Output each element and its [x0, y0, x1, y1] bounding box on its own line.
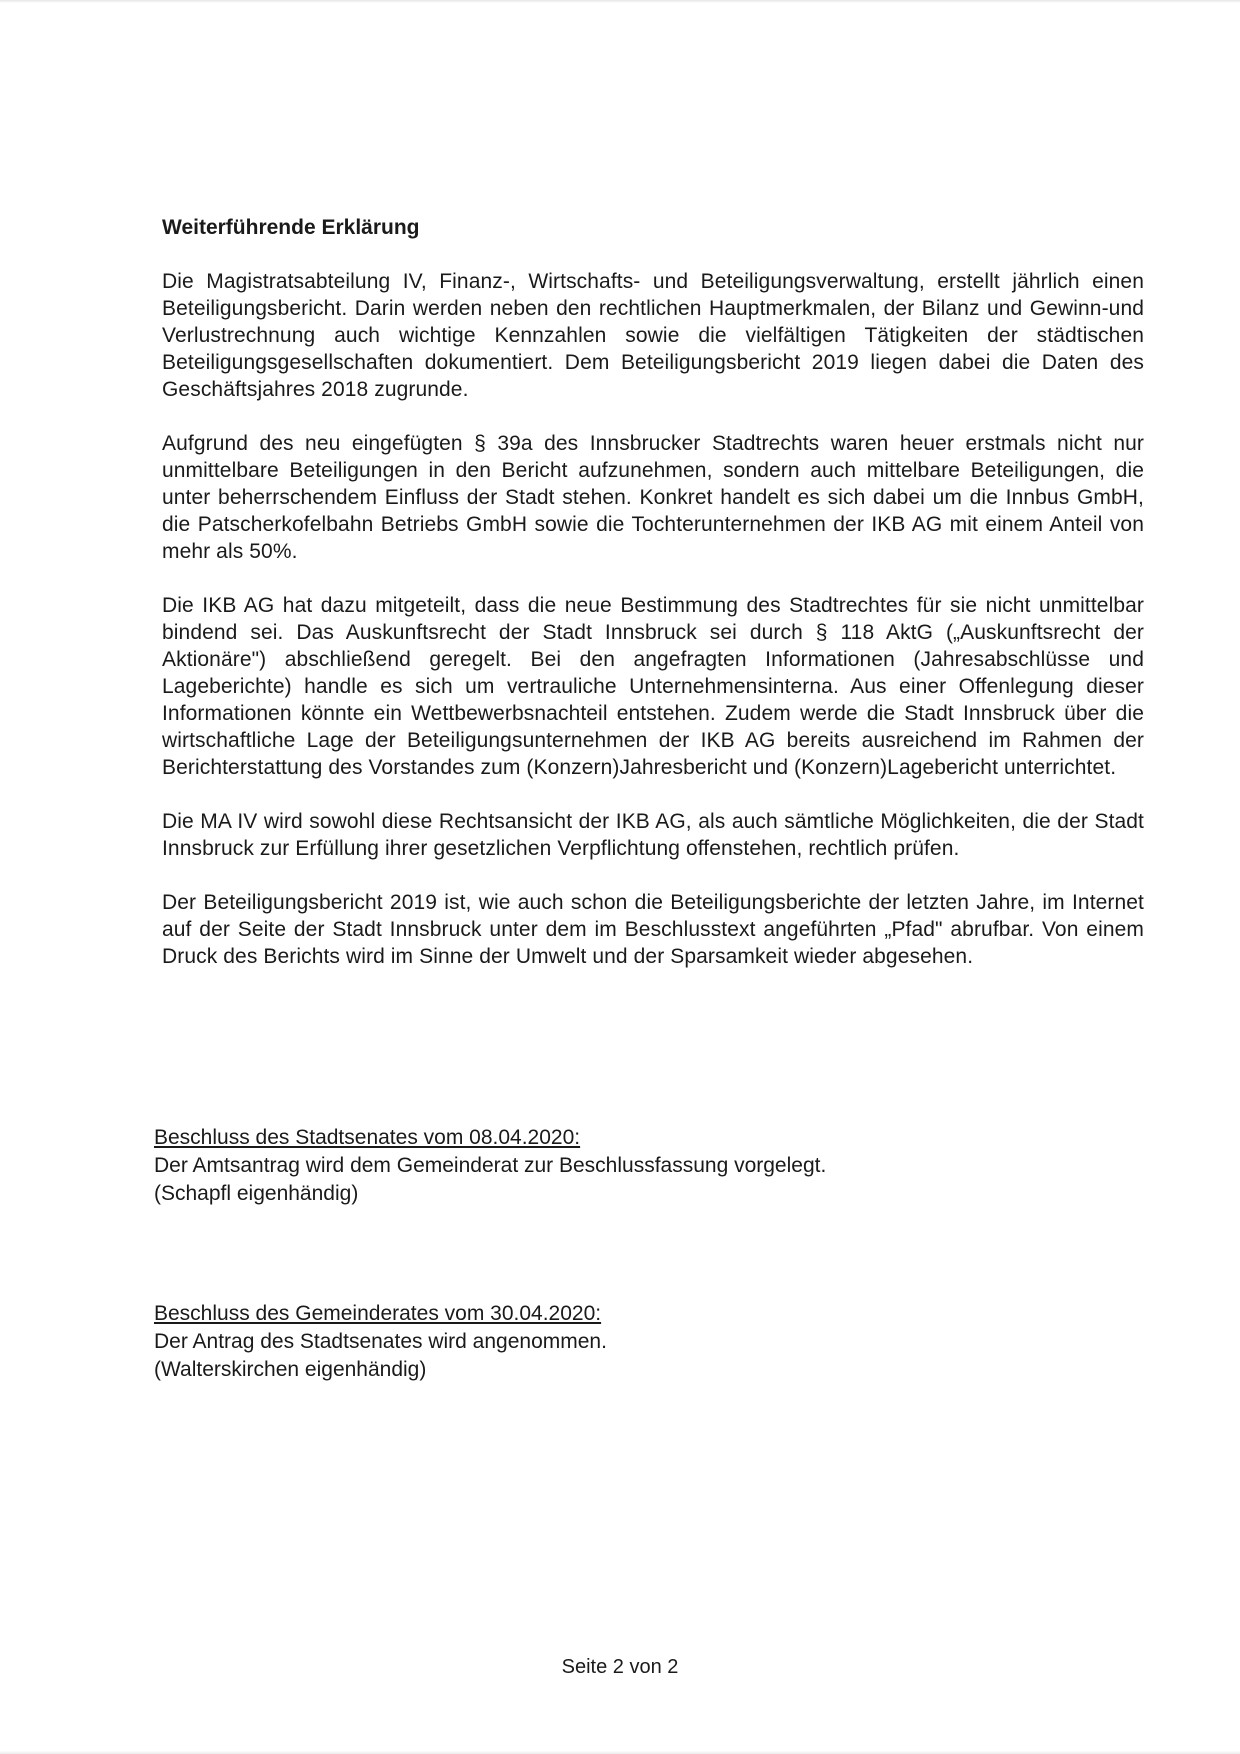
document-body — [162, 214, 1144, 997]
decision-text: Der Amtsantrag wird dem Gemeinderat zur Beschlussfassung vorgelegt. — [154, 1154, 827, 1177]
paragraph-ma-iv-pruefung: Die MA IV wird sowohl diese Rechtsansicht der IKB AG, als auch sämtliche Möglichkeiten, die der Stadt Innsbruck zur Erfüllung ihrer gesetzlichen Verpflichtung offenstehen, rechtlich prüfen. — [162, 810, 1144, 860]
decision-gemeinderat — [154, 1300, 1054, 1384]
decision-signature: (Walterskirchen eigenhändig) — [154, 1358, 427, 1381]
paragraph-beteiligungsbericht: Die Magistratsabteilung IV, Finanz-, Wirtschafts- und Beteiligungsverwaltung, erstellt jährlich einen Beteiligungsbericht. Darin werden neben den rechtlichen Hauptmerkmalen, der Bilanz und Gewinn-und Verlustrechnung auch wichtige Kennzahlen sowie die vielfältigen Tätigkeiten der städtischen Beteiligungsgesellschaften dokumentiert. Dem Beteiligungsbericht 2019 liegen dabei die Daten des Geschäftsjahres 2018 zugrunde. — [162, 270, 1144, 401]
decision-signature: (Schapfl eigenhändig) — [154, 1182, 359, 1205]
paragraph-stadtrecht-39a: Aufgrund des neu eingefügten § 39a des Innsbrucker Stadtrechts waren heuer erstmals nicht nur unmittelbare Beteiligungen in den Bericht aufzunehmen, sondern auch mittelbare Beteiligungen, die unter beherrschendem Einfluss der Stadt stehen. Konkret handelt es sich dabei um die Innbus GmbH, die Patscherkofelbahn Betriebs GmbH sowie die Tochterunternehmen der IKB AG mit einem Anteil von mehr als 50%. — [162, 432, 1144, 563]
decision-stadtsenat — [154, 1124, 1054, 1208]
decision-title: Beschluss des Stadtsenates vom 08.04.2020: — [154, 1126, 581, 1149]
decision-title: Beschluss des Gemeinderates vom 30.04.2020: — [154, 1302, 602, 1325]
paragraph-ikb-stellungnahme: Die IKB AG hat dazu mitgeteilt, dass die neue Bestimmung des Stadtrechtes für sie nicht unmittelbar bindend sei. Das Auskunftsrecht der Stadt Innsbruck sei durch § 118 AktG („Auskunftsrecht der Aktionäre") abschließend geregelt. Bei den angefragten Informationen (Jahresabschlüsse und Lageberichte) handle es sich um vertrauliche Unternehmensinterna. Aus einer Offenlegung dieser Informationen könnte ein Wettbewerbsnachteil entstehen. Zudem werde die Stadt Innsbruck über die wirtschaftliche Lage der Beteiligungsunternehmen der IKB AG bereits ausreichend im Rahmen der Berichterstattung des Vorstandes zum (Konzern)Jahresbericht und (Konzern)Lagebericht unterrichtet. — [162, 594, 1144, 779]
decision-text: Der Antrag des Stadtsenates wird angenommen. — [154, 1330, 607, 1353]
scan-edge-top — [0, 0, 1240, 3]
section-heading: Weiterführende Erklärung — [162, 216, 420, 239]
paragraph-internet-veroeffentlichung: Der Beteiligungsbericht 2019 ist, wie auch schon die Beteiligungsberichte der letzten Jahre, im Internet auf der Seite der Stadt Innsbruck unter dem im Beschlusstext angeführten „Pfad" abrufbar. Von einem Druck des Berichts wird im Sinne der Umwelt und der Sparsamkeit wieder abgesehen. — [162, 891, 1144, 968]
page-number: Seite 2 von 2 — [561, 1656, 679, 1678]
